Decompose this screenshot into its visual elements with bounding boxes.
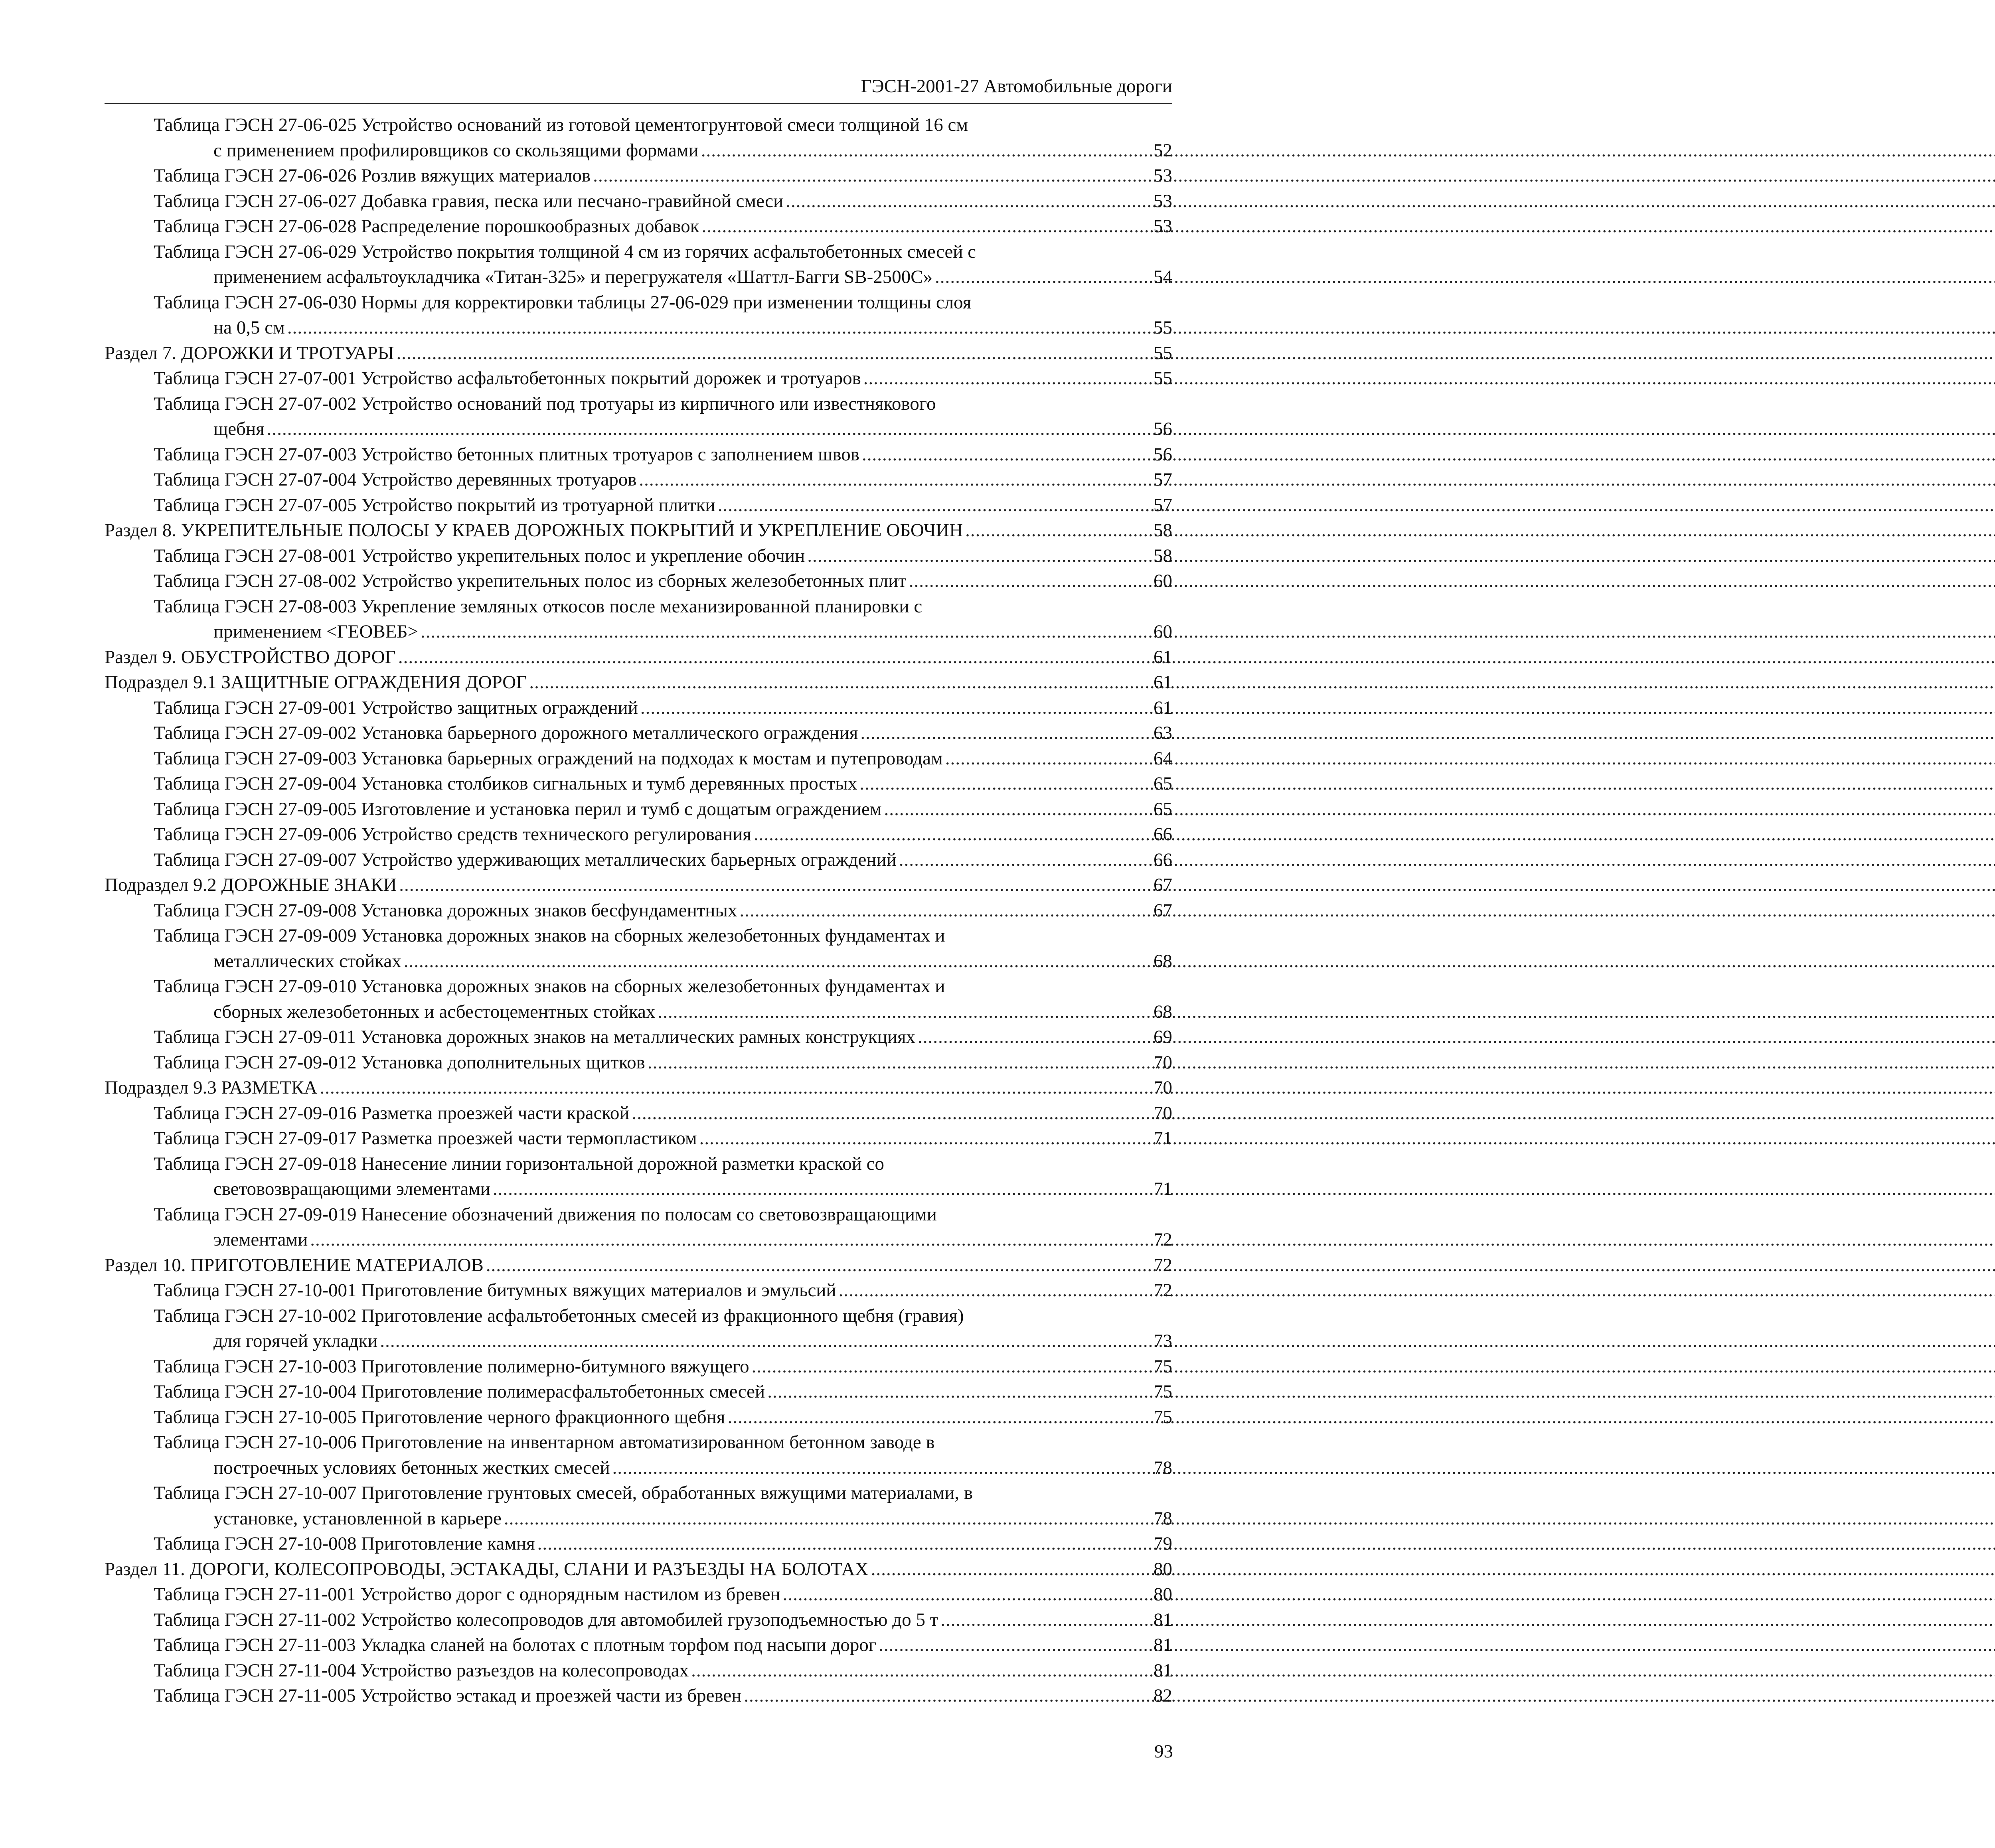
- toc-entry-title: Таблица ГЭСН 27-07-004 Устройство деревянных тротуаров: [154, 469, 637, 490]
- dot-leader: [909, 569, 1141, 594]
- toc-table-entry[interactable]: [154, 493, 1172, 518]
- dot-leader: [863, 366, 1141, 391]
- toc-table-entry[interactable]: [154, 366, 1172, 391]
- dot-leader: [267, 417, 1141, 442]
- toc-entry-title: применением <ГЕОВЕБ>: [213, 621, 418, 642]
- toc-entry-line: [154, 746, 1172, 772]
- toc-entry-page: 75: [1154, 1356, 1172, 1377]
- toc-entry-line: [154, 543, 1172, 569]
- toc-entry-title: Таблица ГЭСН 27-07-003 Устройство бетонных плитных тротуаров с заполнением швов: [154, 444, 859, 465]
- toc-entry-line: [154, 1227, 1172, 1253]
- dot-leader: [632, 1101, 1141, 1126]
- toc-section-entry[interactable]: [105, 1253, 1172, 1278]
- toc-entry-line: [154, 366, 1172, 391]
- toc-table-entry[interactable]: [154, 1405, 1172, 1430]
- toc-entry-line: [154, 1329, 1172, 1354]
- toc-entry-line: [154, 797, 1172, 822]
- toc-entry-page: 68: [1154, 1001, 1172, 1022]
- toc-entry-line: [154, 721, 1172, 746]
- toc-entry-page: 61: [1154, 697, 1172, 718]
- toc-entry-title: Таблица ГЭСН 27-11-005 Устройство эстакад и проезжей части из бревен: [154, 1685, 742, 1706]
- dot-leader: [859, 771, 1141, 797]
- table-of-contents: [0, 113, 1329, 1709]
- dot-leader: [639, 467, 1141, 493]
- dot-leader: [701, 138, 1141, 164]
- toc-section-entry[interactable]: [105, 341, 1172, 366]
- dot-leader: [658, 999, 1141, 1025]
- toc-entry-page: 70: [1154, 1077, 1172, 1098]
- toc-table-entry[interactable]: [154, 1633, 1172, 1658]
- toc-entry-line: [154, 265, 1172, 290]
- toc-entry-title: Таблица ГЭСН 27-09-007 Устройство удерживающих металлических барьерных ограждений: [154, 849, 897, 870]
- toc-section-entry[interactable]: [105, 1557, 1172, 1582]
- dot-leader: [648, 1050, 1141, 1076]
- toc-entry-page: 55: [1154, 317, 1172, 338]
- toc-section-entry[interactable]: [105, 1075, 1172, 1101]
- toc-entry-line: [105, 1557, 1172, 1582]
- toc-table-entry[interactable]: [154, 1050, 1172, 1076]
- toc-entry-page: 54: [1154, 267, 1172, 287]
- toc-entry-title: Таблица ГЭСН 27-08-001 Устройство укрепительных полос и укрепление обочин: [154, 545, 805, 566]
- dot-leader: [310, 1227, 1141, 1253]
- toc-entry-title: Таблица ГЭСН 27-09-001 Устройство защитных ограждений: [154, 697, 638, 718]
- toc-entry-line: [154, 138, 1172, 164]
- toc-entry-page: 60: [1154, 571, 1172, 591]
- dot-leader: [612, 1455, 1141, 1481]
- toc-entry-title: Таблица ГЭСН 27-10-004 Приготовление полимерасфальтобетонных смесей: [154, 1381, 765, 1402]
- toc-entry-page: 53: [1154, 190, 1172, 211]
- toc-entry-page: 75: [1154, 1381, 1172, 1402]
- dot-leader: [740, 898, 1141, 924]
- toc-entry-page: 63: [1154, 723, 1172, 743]
- toc-table-entry[interactable]: [154, 1531, 1172, 1557]
- dot-leader: [718, 493, 1141, 518]
- toc-entry-line: [154, 1506, 1172, 1532]
- dot-leader: [754, 822, 1141, 847]
- toc-entry-title-first-line: Таблица ГЭСН 27-09-010 Установка дорожных знаков на сборных железобетонных фундаментах и: [154, 976, 945, 997]
- toc-entry-title-first-line: Таблица ГЭСН 27-10-002 Приготовление асфальтобетонных смесей из фракционного щебня (гравия): [154, 1305, 964, 1326]
- toc-entry-title: применением асфальтоукладчика «Титан-325» и перегружателя «Шаттл-Багги SB-2500C»: [213, 267, 933, 287]
- toc-entry-title: Таблица ГЭСН 27-06-026 Розлив вяжущих материалов: [154, 165, 591, 186]
- toc-entry-title: Подраздел 9.3 РАЗМЕТКА: [105, 1077, 318, 1098]
- toc-table-entry[interactable]: [154, 695, 1172, 721]
- toc-entry-title: Таблица ГЭСН 27-10-003 Приготовление полимерно-битумного вяжущего: [154, 1356, 749, 1377]
- toc-entry-title: Таблица ГЭСН 27-11-001 Устройство дорог с однорядным настилом из бревен: [154, 1584, 780, 1605]
- toc-entry-page: 57: [1154, 469, 1172, 490]
- dot-leader: [752, 1354, 1141, 1380]
- toc-entry-title: Подраздел 9.2 ДОРОЖНЫЕ ЗНАКИ: [105, 875, 397, 895]
- dot-leader: [404, 949, 1141, 974]
- toc-entry-page: 53: [1154, 165, 1172, 186]
- toc-entry-title: световозвращающими элементами: [213, 1179, 490, 1199]
- toc-entry-title: Таблица ГЭСН 27-11-004 Устройство разъездов на колесопроводах: [154, 1660, 689, 1681]
- toc-entry-line: [154, 1379, 1172, 1405]
- toc-entry-page: 57: [1154, 494, 1172, 515]
- dot-leader: [965, 518, 1141, 543]
- toc-entry-title: Таблица ГЭСН 27-11-003 Укладка сланей на болотах с плотным торфом под насыпи дорог: [154, 1635, 877, 1655]
- toc-table-entry[interactable]: [154, 898, 1172, 924]
- toc-entry-title: сборных железобетонных и асбестоцементных стойках: [213, 1001, 656, 1022]
- toc-entry-page: 80: [1154, 1558, 1172, 1579]
- toc-entry-title: Таблица ГЭСН 27-09-008 Установка дорожных знаков бесфундаментных: [154, 900, 737, 921]
- toc-entry-title: для горячей укладки: [213, 1331, 378, 1351]
- toc-entry-line: [154, 1607, 1172, 1633]
- toc-table-entry[interactable]: [154, 113, 1172, 163]
- toc-entry-page: 58: [1154, 545, 1172, 566]
- toc-entry-page: 66: [1154, 849, 1172, 870]
- toc-entry-page: 52: [1154, 140, 1172, 161]
- dot-leader: [493, 1177, 1141, 1202]
- toc-entry-page: 71: [1154, 1179, 1172, 1199]
- toc-table-entry[interactable]: [154, 1683, 1172, 1709]
- toc-entry-line: [154, 1455, 1172, 1481]
- toc-entry-line: [154, 1101, 1172, 1126]
- toc-entry-line: [154, 619, 1172, 645]
- toc-entry-page: 82: [1154, 1685, 1172, 1706]
- toc-entry-page: 55: [1154, 342, 1172, 363]
- toc-entry-page: 60: [1154, 621, 1172, 642]
- toc-entry-line: [154, 569, 1172, 594]
- toc-entry-line: [154, 847, 1172, 873]
- toc-entry-line: [154, 163, 1172, 189]
- dot-leader: [918, 1025, 1141, 1050]
- toc-entry-title: Таблица ГЭСН 27-09-016 Разметка проезжей части краской: [154, 1102, 630, 1123]
- toc-entry-page: 72: [1154, 1254, 1172, 1275]
- toc-entry-page: 58: [1154, 520, 1172, 541]
- dot-leader: [783, 1582, 1141, 1607]
- toc-entry-title: Таблица ГЭСН 27-10-001 Приготовление битумных вяжущих материалов и эмульсий: [154, 1280, 836, 1301]
- dot-leader: [940, 1607, 1141, 1633]
- dot-leader: [504, 1506, 1141, 1532]
- dot-leader: [786, 189, 1141, 214]
- running-header: ГЭСН-2001-27 Автомобильные дороги: [861, 76, 1172, 97]
- toc-entry-title: Таблица ГЭСН 27-09-002 Установка барьерного дорожного металлического ограждения: [154, 723, 858, 743]
- dot-leader: [839, 1278, 1141, 1303]
- toc-table-entry[interactable]: [154, 1379, 1172, 1405]
- toc-entry-page: 81: [1154, 1635, 1172, 1655]
- dot-leader: [398, 645, 1141, 670]
- dot-leader: [537, 1531, 1141, 1557]
- toc-table-entry[interactable]: [154, 163, 1172, 189]
- toc-entry-page: 78: [1154, 1508, 1172, 1529]
- toc-entry-title: щебня: [213, 419, 265, 439]
- toc-entry-page: 72: [1154, 1229, 1172, 1250]
- toc-entry-title: Таблица ГЭСН 27-07-001 Устройство асфальтобетонных покрытий дорожек и тротуаров: [154, 368, 861, 389]
- toc-table-entry[interactable]: [154, 923, 1172, 974]
- toc-table-entry[interactable]: [154, 214, 1172, 239]
- toc-table-entry[interactable]: [154, 847, 1172, 873]
- toc-table-entry[interactable]: [154, 822, 1172, 847]
- toc-table-entry[interactable]: [154, 239, 1172, 290]
- toc-entry-title: Таблица ГЭСН 27-09-005 Изготовление и установка перил и тумб с дощатым ограждением: [154, 798, 882, 819]
- toc-section-entry[interactable]: [105, 518, 1172, 543]
- toc-entry-line: [105, 873, 1172, 898]
- header-rule: [105, 103, 1172, 104]
- toc-table-entry[interactable]: [154, 442, 1172, 468]
- dot-leader: [287, 315, 1141, 341]
- dot-leader: [320, 1075, 1141, 1101]
- toc-entry-title: Раздел 7. ДОРОЖКИ И ТРОТУАРЫ: [105, 342, 394, 363]
- dot-leader: [396, 341, 1141, 366]
- dot-leader: [744, 1683, 1141, 1709]
- dot-leader: [486, 1253, 1141, 1278]
- dot-leader: [399, 873, 1141, 898]
- toc-entry-page: 65: [1154, 773, 1172, 794]
- dot-leader: [935, 265, 1141, 290]
- toc-entry-line: [154, 1531, 1172, 1557]
- toc-entry-title: Раздел 11. ДОРОГИ, КОЛЕСОПРОВОДЫ, ЭСТАКАДЫ, СЛАНИ И РАЗЪЕЗДЫ НА БОЛОТАХ: [105, 1558, 869, 1579]
- toc-entry-page: 70: [1154, 1102, 1172, 1123]
- toc-table-entry[interactable]: [154, 797, 1172, 822]
- toc-table-entry[interactable]: [154, 1101, 1172, 1126]
- toc-entry-title-first-line: Таблица ГЭСН 27-08-003 Укрепление земляных откосов после механизированной планировки с: [154, 596, 922, 617]
- toc-entry-line: [154, 315, 1172, 341]
- toc-table-entry[interactable]: [154, 543, 1172, 569]
- toc-entry-page: 65: [1154, 798, 1172, 819]
- toc-section-entry[interactable]: [105, 670, 1172, 695]
- toc-entry-page: 69: [1154, 1027, 1172, 1047]
- toc-entry-line: [105, 1253, 1172, 1278]
- toc-entry-page: 64: [1154, 748, 1172, 769]
- toc-entry-title-first-line: Таблица ГЭСН 27-06-025 Устройство оснований из готовой цементогрунтовой смеси толщиной 16 см: [154, 115, 968, 135]
- toc-entry-title: металлических стойках: [213, 950, 401, 971]
- toc-entry-title: Раздел 8. УКРЕПИТЕЛЬНЫЕ ПОЛОСЫ У КРАЕВ ДОРОЖНЫХ ПОКРЫТИЙ И УКРЕПЛЕНИЕ ОБОЧИН: [105, 520, 963, 541]
- toc-table-entry[interactable]: [154, 1278, 1172, 1303]
- toc-entry-line: [105, 1075, 1172, 1101]
- dot-leader: [899, 847, 1141, 873]
- dot-leader: [884, 797, 1141, 822]
- toc-table-entry[interactable]: [154, 594, 1172, 645]
- toc-section-entry[interactable]: [105, 873, 1172, 898]
- toc-entry-title: установке, установленной в карьере: [213, 1508, 502, 1529]
- toc-entry-line: [154, 949, 1172, 974]
- toc-entry-title: Таблица ГЭСН 27-08-002 Устройство укрепительных полос из сборных железобетонных плит: [154, 571, 907, 591]
- toc-entry-page: 80: [1154, 1584, 1172, 1605]
- toc-section-entry[interactable]: [105, 645, 1172, 670]
- toc-entry-line: [154, 1633, 1172, 1658]
- toc-entry-title: построечных условиях бетонных жестких смесей: [213, 1457, 610, 1478]
- toc-entry-title-first-line: Таблица ГЭСН 27-07-002 Устройство оснований под тротуары из кирпичного или известнякового: [154, 393, 936, 414]
- toc-entry-line: [154, 417, 1172, 442]
- toc-entry-line: [105, 518, 1172, 543]
- dot-leader: [862, 442, 1141, 468]
- toc-entry-title-first-line: Таблица ГЭСН 27-06-030 Нормы для корректировки таблицы 27-06-029 при изменении толщины слоя: [154, 292, 972, 313]
- toc-entry-line: [154, 493, 1172, 518]
- toc-entry-page: 66: [1154, 824, 1172, 845]
- toc-entry-page: 81: [1154, 1660, 1172, 1681]
- toc-entry-page: 71: [1154, 1128, 1172, 1149]
- toc-entry-line: [154, 1278, 1172, 1303]
- toc-entry-line: [154, 467, 1172, 493]
- dot-leader: [807, 543, 1141, 569]
- toc-entry-title-first-line: Таблица ГЭСН 27-09-019 Нанесение обозначений движения по полосам со световозвращающими: [154, 1204, 937, 1225]
- toc-entry-title: Таблица ГЭСН 27-09-006 Устройство средств технического регулирования: [154, 824, 751, 845]
- toc-entry-line: [154, 1126, 1172, 1151]
- toc-entry-line: [154, 1177, 1172, 1202]
- dot-leader: [767, 1379, 1141, 1405]
- toc-entry-title: Таблица ГЭСН 27-09-012 Установка дополнительных щитков: [154, 1052, 645, 1073]
- toc-table-entry[interactable]: [154, 1481, 1172, 1531]
- dot-leader: [380, 1329, 1141, 1354]
- toc-entry-line: [154, 771, 1172, 797]
- dot-leader: [860, 721, 1141, 746]
- toc-table-entry[interactable]: [154, 1658, 1172, 1684]
- toc-entry-page: 68: [1154, 950, 1172, 971]
- toc-entry-page: 72: [1154, 1280, 1172, 1301]
- toc-entry-line: [154, 1354, 1172, 1380]
- toc-entry-line: [154, 695, 1172, 721]
- toc-table-entry[interactable]: [154, 771, 1172, 797]
- toc-table-entry[interactable]: [154, 391, 1172, 442]
- toc-table-entry[interactable]: [154, 1126, 1172, 1151]
- toc-table-entry[interactable]: [154, 1303, 1172, 1354]
- toc-table-entry[interactable]: [154, 290, 1172, 341]
- toc-entry-title: Таблица ГЭСН 27-09-011 Установка дорожных знаков на металлических рамных конструкциях: [154, 1027, 916, 1047]
- dot-leader: [945, 746, 1141, 772]
- dot-leader: [640, 695, 1141, 721]
- toc-entry-title: с применением профилировщиков со скользящими формами: [213, 140, 699, 161]
- toc-entry-title: Подраздел 9.1 ЗАЩИТНЫЕ ОГРАЖДЕНИЯ ДОРОГ: [105, 672, 527, 693]
- dot-leader: [727, 1405, 1141, 1430]
- toc-entry-line: [154, 1050, 1172, 1076]
- toc-table-entry[interactable]: [154, 721, 1172, 746]
- toc-entry-title: Раздел 10. ПРИГОТОВЛЕНИЕ МАТЕРИАЛОВ: [105, 1254, 484, 1275]
- toc-entry-title: Таблица ГЭСН 27-09-017 Разметка проезжей части термопластиком: [154, 1128, 697, 1149]
- toc-entry-line: [154, 822, 1172, 847]
- toc-table-entry[interactable]: [154, 1430, 1172, 1481]
- toc-entry-title: Таблица ГЭСН 27-07-005 Устройство покрытий из тротуарной плитки: [154, 494, 715, 515]
- page-number: 93: [1154, 1741, 1173, 1762]
- toc-entry-line: [105, 645, 1172, 670]
- toc-entry-line: [154, 442, 1172, 468]
- toc-entry-title-first-line: Таблица ГЭСН 27-09-009 Установка дорожных знаков на сборных железобетонных фундаментах и: [154, 925, 945, 946]
- toc-entry-page: 73: [1154, 1331, 1172, 1351]
- toc-entry-page: 61: [1154, 646, 1172, 667]
- toc-entry-title: Таблица ГЭСН 27-06-028 Распределение порошкообразных добавок: [154, 216, 699, 237]
- toc-table-entry[interactable]: [154, 1202, 1172, 1253]
- toc-entry-title: Таблица ГЭСН 27-06-027 Добавка гравия, песка или песчано-гравийной смеси: [154, 190, 784, 211]
- toc-table-entry[interactable]: [154, 467, 1172, 493]
- dot-leader: [871, 1557, 1141, 1582]
- toc-table-entry[interactable]: [154, 974, 1172, 1025]
- toc-entry-page: 53: [1154, 216, 1172, 237]
- toc-entry-line: [154, 1582, 1172, 1607]
- toc-entry-title: Раздел 9. ОБУСТРОЙСТВО ДОРОГ: [105, 646, 396, 667]
- toc-table-entry[interactable]: [154, 569, 1172, 594]
- toc-table-entry[interactable]: [154, 1582, 1172, 1607]
- toc-table-entry[interactable]: [154, 1354, 1172, 1380]
- dot-leader: [699, 1126, 1141, 1151]
- toc-entry-page: 79: [1154, 1533, 1172, 1554]
- toc-entry-page: 55: [1154, 368, 1172, 389]
- toc-entry-line: [154, 1658, 1172, 1684]
- toc-entry-page: 75: [1154, 1406, 1172, 1427]
- toc-entry-page: 61: [1154, 672, 1172, 693]
- toc-entry-page: 78: [1154, 1457, 1172, 1478]
- dot-leader: [879, 1633, 1141, 1658]
- toc-table-entry[interactable]: [154, 1151, 1172, 1202]
- toc-entry-title-first-line: Таблица ГЭСН 27-09-018 Нанесение линии горизонтальной дорожной разметки краской со: [154, 1153, 885, 1174]
- dot-leader: [421, 619, 1141, 645]
- toc-entry-page: 56: [1154, 444, 1172, 465]
- toc-entry-line: [154, 189, 1172, 214]
- toc-entry-title-first-line: Таблица ГЭСН 27-10-006 Приготовление на инвентарном автоматизированном бетонном заводе в: [154, 1432, 935, 1453]
- toc-entry-page: 67: [1154, 875, 1172, 895]
- toc-entry-line: [154, 898, 1172, 924]
- toc-entry-title: элементами: [213, 1229, 308, 1250]
- toc-table-entry[interactable]: [154, 1607, 1172, 1633]
- toc-entry-line: [154, 214, 1172, 239]
- toc-entry-page: 70: [1154, 1052, 1172, 1073]
- toc-entry-line: [154, 1025, 1172, 1050]
- dot-leader: [529, 670, 1141, 695]
- toc-entry-line: [154, 1405, 1172, 1430]
- toc-table-entry[interactable]: [154, 1025, 1172, 1050]
- toc-entry-line: [154, 1683, 1172, 1709]
- dot-leader: [702, 214, 1141, 239]
- dot-leader: [593, 163, 1141, 189]
- dot-leader: [691, 1658, 1141, 1684]
- toc-entry-title: Таблица ГЭСН 27-11-002 Устройство колесопроводов для автомобилей грузоподъемностью до 5 т: [154, 1609, 938, 1630]
- toc-entry-title: на 0,5 см: [213, 317, 285, 338]
- toc-entry-title-first-line: Таблица ГЭСН 27-10-007 Приготовление грунтовых смесей, обработанных вяжущими материалами, в: [154, 1483, 973, 1503]
- toc-entry-title: Таблица ГЭСН 27-09-004 Установка столбиков сигнальных и тумб деревянных простых: [154, 773, 857, 794]
- toc-entry-line: [154, 999, 1172, 1025]
- toc-entry-title-first-line: Таблица ГЭСН 27-06-029 Устройство покрытия толщиной 4 см из горячих асфальтобетонных смесей с: [154, 241, 976, 262]
- toc-entry-line: [105, 341, 1172, 366]
- toc-entry-page: 67: [1154, 900, 1172, 921]
- toc-table-entry[interactable]: [154, 189, 1172, 214]
- toc-entry-page: 81: [1154, 1609, 1172, 1630]
- toc-entry-page: 56: [1154, 419, 1172, 439]
- toc-entry-title: Таблица ГЭСН 27-10-008 Приготовление камня: [154, 1533, 535, 1554]
- toc-entry-title: Таблица ГЭСН 27-10-005 Приготовление черного фракционного щебня: [154, 1406, 725, 1427]
- toc-entry-line: [105, 670, 1172, 695]
- toc-entry-title: Таблица ГЭСН 27-09-003 Установка барьерных ограждений на подходах к мостам и путепроводам: [154, 748, 943, 769]
- toc-table-entry[interactable]: [154, 746, 1172, 772]
